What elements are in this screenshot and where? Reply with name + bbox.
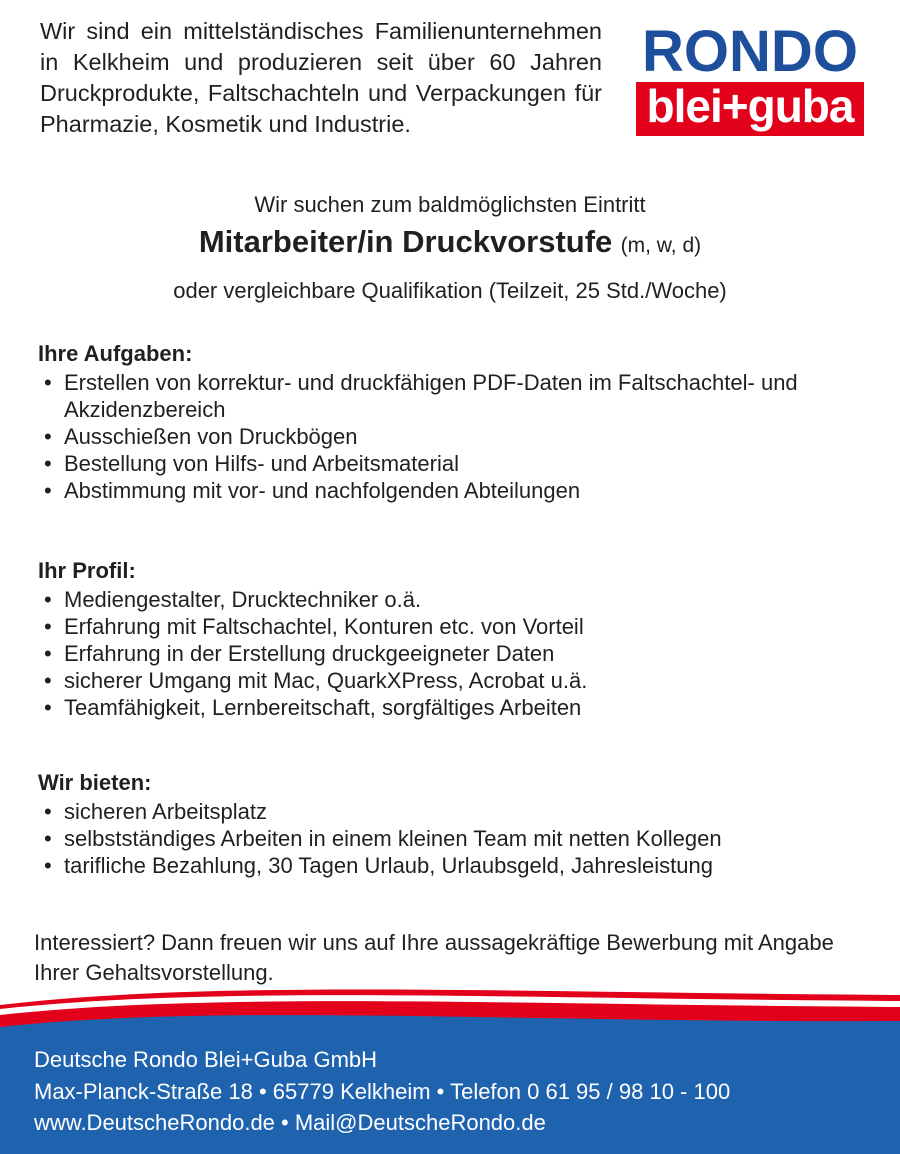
bullet-icon: • [44, 826, 52, 851]
bullet-icon: • [44, 668, 52, 693]
bullet-icon: • [44, 641, 52, 666]
bullet-icon: • [44, 853, 52, 878]
section-profil [38, 556, 878, 721]
intro-text: Wir sind ein mittelständisches Familienunternehmen in Kelkheim und produzieren seit über 60 Jahren Druckprodukte, Faltschachteln und Verpackungen für Pharmazie, Kosmetik und Industrie. [40, 18, 602, 137]
bullet-icon: • [44, 695, 52, 720]
closing-text: Interessiert? Dann freuen wir uns auf Ihre aussagekräftige Bewerbung mit Angabe Ihrer Gehaltsvorstellung. [34, 930, 834, 985]
qualification-line: oder vergleichbare Qualifikation (Teilzeit, 25 Std./Woche) [173, 278, 727, 303]
list-item: • Erfahrung mit Faltschachtel, Konturen etc. von Vorteil [44, 614, 584, 639]
bullet-icon: • [44, 799, 52, 824]
section-title: Wir bieten: [38, 770, 152, 795]
list-item: • sicherer Umgang mit Mac, QuarkXPress, Acrobat u.ä. [44, 668, 588, 693]
footer-company: Deutsche Rondo Blei+Guba GmbH [34, 1047, 378, 1072]
list-item: • Bestellung von Hilfs- und Arbeitsmaterial [44, 451, 459, 476]
bullet-icon: • [44, 451, 52, 476]
logo-line-blei-guba: blei+guba [646, 80, 854, 132]
section-title: Ihr Profil: [38, 558, 136, 583]
list-item: • Teamfähigkeit, Lernbereitschaft, sorgfältiges Arbeiten [44, 695, 582, 720]
section-bieten [38, 768, 878, 879]
bullet-icon: • [44, 424, 52, 449]
rondo-blei-guba-logo [636, 19, 864, 136]
bullet-icon: • [44, 614, 52, 639]
list-item: • tarifliche Bezahlung, 30 Tagen Urlaub, Urlaubsgeld, Jahresleistung [44, 853, 713, 878]
bullet-icon: • [44, 478, 52, 503]
bullet-icon: • [44, 587, 52, 612]
task-list [38, 369, 878, 504]
profile-list [38, 586, 878, 721]
list-item: • selbstständiges Arbeiten in einem kleinen Team mit netten Kollegen [44, 826, 722, 851]
job-gender: (m, w, d) [620, 234, 702, 257]
list-item: • Erstellen von korrektur- und druckfähigen PDF-Daten im Faltschachtel- und Akzidenzbereich [44, 370, 798, 422]
list-item: • Abstimmung mit vor- und nachfolgenden Abteilungen [44, 478, 581, 503]
footer-address: Max-Planck-Straße 18 • 65779 Kelkheim • Telefon 0 61 95 / 98 10 - 100 [34, 1079, 731, 1104]
list-item: • Ausschießen von Druckbögen [44, 424, 358, 449]
bullet-icon: • [44, 370, 52, 395]
footer-web-mail: www.DeutscheRondo.de • Mail@DeutscheRondo.de [34, 1110, 546, 1135]
section-title: Ihre Aufgaben: [38, 341, 193, 366]
offer-list [38, 798, 878, 879]
job-title-line [0, 222, 900, 266]
logo-line-rondo: RONDO [642, 19, 858, 84]
job-title: Mitarbeiter/in Druckvorstufe [198, 224, 613, 259]
search-line: Wir suchen zum baldmöglichsten Eintritt [254, 192, 646, 217]
list-item: • Erfahrung in der Erstellung druckgeeigneter Daten [44, 641, 555, 666]
section-aufgaben [38, 339, 878, 504]
list-item: • sicheren Arbeitsplatz [44, 799, 267, 824]
list-item: • Mediengestalter, Drucktechniker o.ä. [44, 587, 422, 612]
